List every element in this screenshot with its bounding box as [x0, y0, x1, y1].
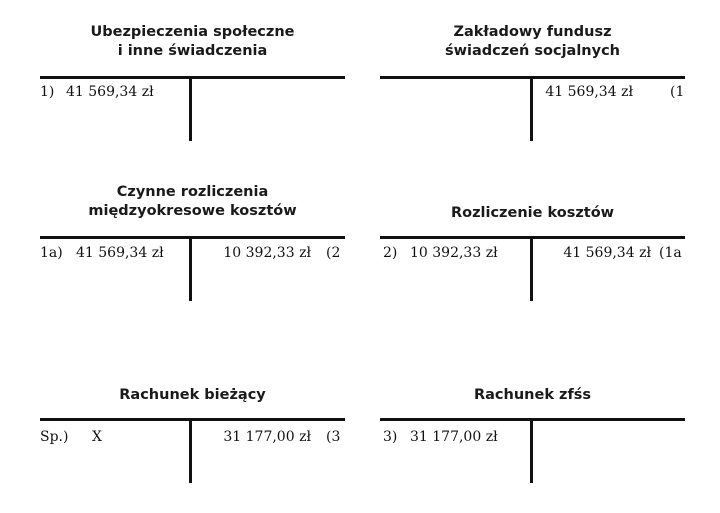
t-account-vertical-line: [530, 78, 533, 141]
debit-entry-ref: 3): [383, 429, 398, 445]
debit-entry-amount: 10 392,33 zł: [410, 245, 498, 261]
account-title: [40, 183, 345, 221]
account-title-line1: Czynne rozliczenia: [116, 184, 269, 200]
account-title-line2: i inne świadczenia: [117, 43, 268, 59]
t-account-horizontal-line: [40, 236, 345, 239]
account-title: [380, 204, 685, 223]
t-account-vertical-line: [189, 420, 192, 483]
t-account-vertical-line: [530, 238, 533, 301]
account-title-line1: Zakładowy fundusz: [453, 24, 612, 40]
credit-entry-amount: 41 569,34 zł: [563, 245, 651, 261]
debit-entry-amount: 41 569,34 zł: [76, 245, 164, 261]
account-title: [40, 386, 345, 405]
debit-entry-ref: Sp.): [40, 429, 69, 445]
credit-entry-amount: 41 569,34 zł: [545, 84, 633, 100]
t-account-vertical-line: [189, 238, 192, 301]
t-account-vertical-line: [530, 420, 533, 483]
debit-entry-ref: 2): [383, 245, 398, 261]
debit-entry-amount: 41 569,34 zł: [66, 84, 154, 100]
account-title-line1: Ubezpieczenia społeczne: [90, 24, 295, 40]
debit-entry-amount: X: [92, 429, 102, 445]
credit-entry-ref: (2: [326, 245, 341, 261]
account-title-line2: świadczeń socjalnych: [444, 43, 620, 59]
debit-entry-amount: 31 177,00 zł: [410, 429, 498, 445]
account-title: [380, 23, 685, 61]
debit-entry-ref: 1): [40, 84, 55, 100]
credit-entry-ref: (1: [670, 84, 685, 100]
t-account-horizontal-line: [40, 76, 345, 79]
credit-entry-amount: 31 177,00 zł: [223, 429, 311, 445]
account-title: [380, 386, 685, 405]
credit-entry-amount: 10 392,33 zł: [223, 245, 311, 261]
account-title-line2: międzyokresowe kosztów: [88, 203, 297, 219]
account-title-line1: Rachunek bieżący: [119, 387, 266, 403]
credit-entry-ref: (1a: [659, 245, 682, 261]
debit-entry-ref: 1a): [40, 245, 63, 261]
account-title-line1: Rozliczenie kosztów: [450, 205, 615, 221]
t-account-vertical-line: [189, 78, 192, 141]
account-title: [40, 23, 345, 61]
t-account-horizontal-line: [40, 418, 345, 421]
account-title-line1: Rachunek zfśs: [473, 387, 592, 403]
credit-entry-ref: (3: [326, 429, 341, 445]
